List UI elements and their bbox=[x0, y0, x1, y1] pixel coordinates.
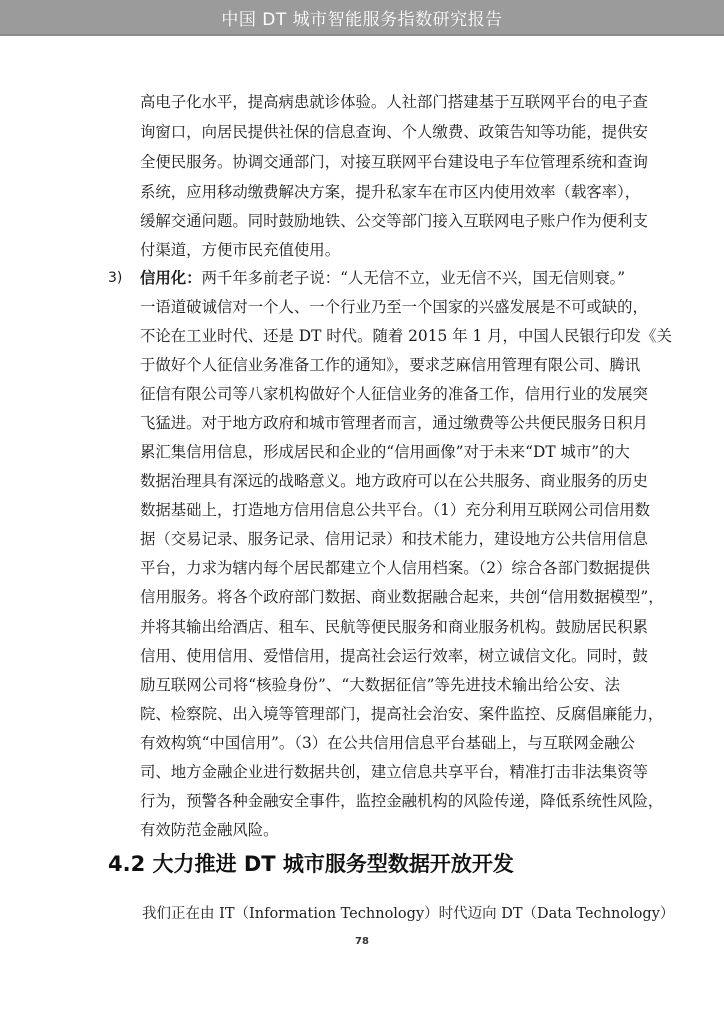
paragraph-line: 有效防范金融风险。 bbox=[140, 821, 279, 839]
section-intro-text: 我们正在由 IT（Information Technology）时代迈向 DT（Data Technology） bbox=[142, 906, 675, 922]
paragraph-line: 高电子化水平，提高病患就诊体验。人社部门搭建基于互联网平台的电子查 bbox=[140, 93, 648, 111]
section-heading: 4.2 大力推进 DT 城市服务型数据开放开发 bbox=[108, 852, 514, 876]
list-marker: 3) bbox=[108, 270, 123, 286]
paragraph-line: 司、地方金融企业进行数据共创，建立信息共享平台，精准打击非法集资等 bbox=[140, 763, 648, 781]
paragraph-line: 励互联网公司将“核验身份”、“大数据征信”等先进技术输出给公安、法 bbox=[140, 676, 620, 694]
paragraph-line: 飞猛进。对于地方政府和城市管理者而言，通过缴费等公共便民服务日积月 bbox=[140, 414, 648, 432]
paragraph-line: 平台，力求为辖内每个居民都建立个人信用档案。（2）综合各部门数据提供 bbox=[140, 559, 650, 577]
paragraph-line: 数据治理具有深远的战略意义。地方政府可以在公共服务、商业服务的历史 bbox=[140, 472, 648, 490]
paragraph-line: 全便民服务。协调交通部门，对接互联网平台建设电子车位管理系统和查询 bbox=[140, 153, 648, 171]
list-item-first-line bbox=[140, 268, 626, 288]
paragraph-line: 付渠道，方便市民充值使用。 bbox=[140, 241, 341, 259]
running-header bbox=[0, 0, 724, 36]
paragraph-line: 一语道破诚信对一个人、一个行业乃至一个国家的兴盛发展是不可或缺的， bbox=[140, 298, 648, 316]
paragraph-line: 信用、使用信用、爱惜信用，提高社会运行效率，树立诚信文化。同时，鼓 bbox=[140, 647, 648, 665]
paragraph-line: 院、检察院、出入境等管理部门，提高社会治安、案件监控、反腐倡廉能力， bbox=[140, 705, 664, 723]
list-item-term: 信用化： bbox=[140, 269, 202, 287]
paragraph-line: 行为，预警各种金融安全事件，监控金融机构的风险传递，降低系统性风险， bbox=[140, 792, 664, 810]
paragraph-line: 信用服务。将各个政府部门数据、商业数据融合起来，共创“信用数据模型”， bbox=[140, 588, 664, 606]
paragraph-line: 缓解交通问题。同时鼓励地铁、公交等部门接入互联网电子账户作为便利支 bbox=[140, 212, 648, 230]
paragraph-line: 征信有限公司等八家机构做好个人征信业务的准备工作，信用行业的发展突 bbox=[140, 385, 648, 403]
paragraph-line: 数据基础上，打造地方信用信息公共平台。（1）充分利用互联网公司信用数 bbox=[140, 501, 650, 519]
list-item-text: 两千年多前老子说：“人无信不立，业无信不兴，国无信则衰。” bbox=[201, 269, 626, 287]
paragraph-line: 不论在工业时代、还是 DT 时代。随着 2015 年 1 月，中国人民银行印发《关 bbox=[140, 327, 672, 345]
paragraph-line: 累汇集信用信息，形成居民和企业的“信用画像”对于未来“DT 城市”的大 bbox=[140, 443, 630, 461]
page-number: 78 bbox=[355, 936, 369, 947]
report-title: 中国 DT 城市智能服务指数研究报告 bbox=[221, 9, 503, 30]
paragraph-line: 系统，应用移动缴费解决方案，提升私家车在市区内使用效率（载客率）， bbox=[140, 183, 641, 201]
paragraph-line: 询窗口，向居民提供社保的信息查询、个人缴费、政策告知等功能，提供安 bbox=[140, 123, 648, 141]
paragraph-line: 据（交易记录、服务记录、信用记录）和技术能力，建设地方公共信用信息 bbox=[140, 530, 648, 548]
paragraph-line: 并将其输出给酒店、租车、民航等便民服务和商业服务机构。鼓励居民积累 bbox=[140, 618, 648, 636]
paragraph-line: 于做好个人征信业务准备工作的通知》，要求芝麻信用管理有限公司、腾讯 bbox=[140, 356, 641, 374]
paragraph-line: 有效构筑“中国信用”。（3）在公共信用信息平台基础上，与互联网金融公 bbox=[140, 734, 635, 752]
